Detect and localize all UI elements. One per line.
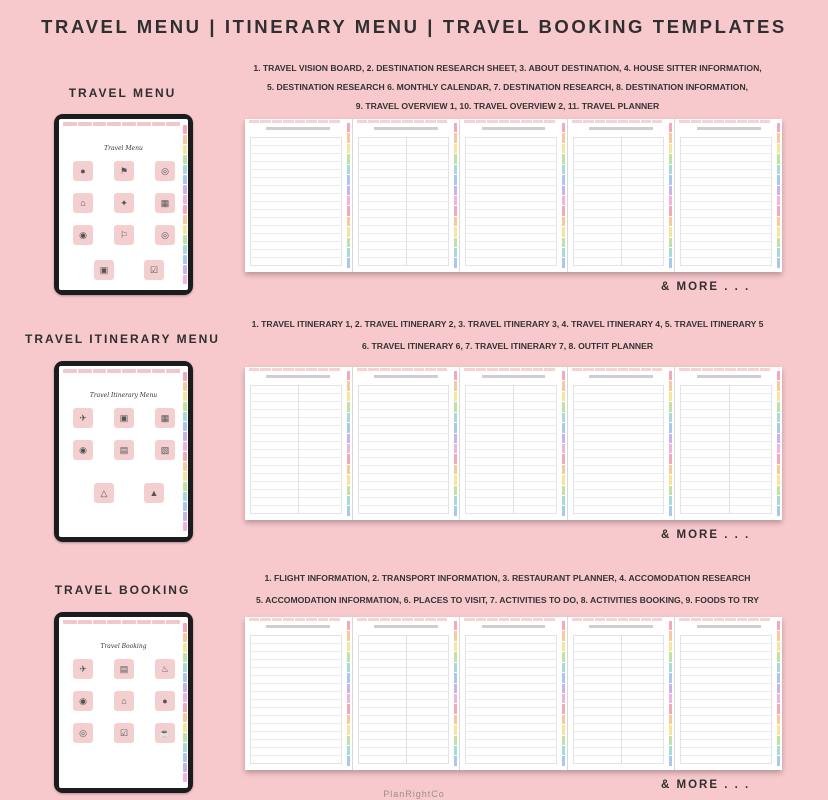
location-icon[interactable]: ◉ xyxy=(73,225,93,245)
template-page-thumbnail xyxy=(675,367,782,520)
location-icon[interactable]: ◉ xyxy=(73,440,93,460)
side-tab[interactable] xyxy=(183,673,187,682)
template-page-thumbnail xyxy=(353,119,461,272)
template-page-thumbnail xyxy=(353,367,461,520)
side-tab[interactable] xyxy=(183,522,187,531)
more-label: & MORE . . . xyxy=(661,529,751,541)
screen-title: Travel Itinerary Menu xyxy=(89,392,158,399)
desc-line: 6. TRAVEL ITINERARY 6, 7. TRAVEL ITINERARY 7, 8. OUTFIT PLANNER xyxy=(361,341,654,351)
plane-icon[interactable]: ✈ xyxy=(73,659,93,679)
side-tab[interactable] xyxy=(183,235,187,244)
desc-line: 1. FLIGHT INFORMATION, 2. TRANSPORT INFORMATION, 3. RESTAURANT PLANNER, 4. ACCOMODATION RESEARCH xyxy=(264,573,751,583)
side-tab[interactable] xyxy=(183,205,187,214)
icon-grid xyxy=(73,659,177,743)
template-page-thumbnail xyxy=(245,119,353,272)
side-tab[interactable] xyxy=(183,753,187,762)
section-description xyxy=(245,59,770,116)
screen-title: Travel Menu xyxy=(104,145,143,152)
side-tab[interactable] xyxy=(183,155,187,164)
template-page-thumbnail xyxy=(460,617,568,770)
car-icon[interactable]: ▤ xyxy=(114,440,134,460)
ticket-icon[interactable]: ◎ xyxy=(73,723,93,743)
icon-grid xyxy=(73,408,177,460)
side-tab[interactable] xyxy=(183,492,187,501)
desc-line: 1. TRAVEL ITINERARY 1, 2. TRAVEL ITINERARY 2, 3. TRAVEL ITINERARY 3, 4. TRAVEL ITINERARY 4, 5. TRAVEL ITINERARY 5 xyxy=(251,319,764,329)
tablet-screen xyxy=(59,617,188,788)
tablet-mockup xyxy=(54,612,193,793)
side-tab[interactable] xyxy=(183,265,187,274)
side-tab[interactable] xyxy=(183,432,187,441)
side-tab[interactable] xyxy=(183,693,187,702)
flag-icon[interactable]: ⚐ xyxy=(114,225,134,245)
template-preview-strip xyxy=(245,367,782,520)
side-tab[interactable] xyxy=(183,653,187,662)
flag-icon[interactable]: ⚑ xyxy=(114,161,134,181)
side-tab[interactable] xyxy=(183,185,187,194)
side-tab[interactable] xyxy=(183,442,187,451)
side-tab[interactable] xyxy=(183,703,187,712)
side-tab[interactable] xyxy=(183,195,187,204)
side-tab[interactable] xyxy=(183,773,187,782)
desc-line: 9. TRAVEL OVERVIEW 1, 10. TRAVEL OVERVIEW 2, 11. TRAVEL PLANNER xyxy=(355,101,660,111)
booking-icon[interactable]: ☑ xyxy=(114,723,134,743)
hanger-icon[interactable]: △ xyxy=(94,483,114,503)
side-tab[interactable] xyxy=(183,713,187,722)
top-tabs xyxy=(63,369,180,373)
template-page-thumbnail xyxy=(245,367,353,520)
section-label: TRAVEL ITINERARY MENU xyxy=(25,332,220,346)
side-tab[interactable] xyxy=(183,382,187,391)
screen-title: Travel Booking xyxy=(100,643,147,650)
side-tab[interactable] xyxy=(183,255,187,264)
house-icon[interactable]: ⌂ xyxy=(73,193,93,213)
side-tab[interactable] xyxy=(183,372,187,381)
side-tab[interactable] xyxy=(183,502,187,511)
clothes-icon[interactable]: ▲ xyxy=(144,483,164,503)
side-tab[interactable] xyxy=(183,623,187,632)
pin-icon[interactable]: ● xyxy=(73,161,93,181)
side-tab[interactable] xyxy=(183,245,187,254)
food-icon[interactable]: ☕ xyxy=(155,723,175,743)
desc-line: 5. DESTINATION RESEARCH 6. MONTHLY CALENDAR, 7. DESTINATION RESEARCH, 8. DESTINATION INFORMATION, xyxy=(266,82,749,92)
more-label: & MORE . . . xyxy=(661,779,751,791)
tablet-screen xyxy=(59,366,188,537)
world-icon[interactable]: ◎ xyxy=(155,225,175,245)
side-tab[interactable] xyxy=(183,452,187,461)
side-tab[interactable] xyxy=(183,275,187,284)
side-tab[interactable] xyxy=(183,422,187,431)
top-tabs xyxy=(63,122,180,126)
section-label: TRAVEL MENU xyxy=(68,86,177,100)
tablet-mockup xyxy=(54,114,193,295)
side-tab[interactable] xyxy=(183,763,187,772)
side-tab[interactable] xyxy=(183,462,187,471)
desc-line: 1. TRAVEL VISION BOARD, 2. DESTINATION RESEARCH SHEET, 3. ABOUT DESTINATION, 4. HOUSE SITTER INFORMATION, xyxy=(253,63,762,73)
template-page-thumbnail xyxy=(245,617,353,770)
section-label: TRAVEL BOOKING xyxy=(54,583,191,597)
icon-row xyxy=(94,260,164,280)
template-page-thumbnail xyxy=(460,367,568,520)
side-tab[interactable] xyxy=(183,412,187,421)
side-tab[interactable] xyxy=(183,723,187,732)
book-icon[interactable]: ▧ xyxy=(155,440,175,460)
brand-watermark: PlanRightCo xyxy=(383,789,445,799)
template-page-thumbnail xyxy=(675,119,782,272)
side-tab[interactable] xyxy=(183,225,187,234)
section-description xyxy=(245,569,770,610)
more-label: & MORE . . . xyxy=(661,281,751,293)
side-tab[interactable] xyxy=(183,402,187,411)
page-title: TRAVEL MENU | ITINERARY MENU | TRAVEL BOOKING TEMPLATES xyxy=(41,16,787,37)
template-page-thumbnail xyxy=(568,367,676,520)
tablet-mockup xyxy=(54,361,193,542)
compass-icon[interactable]: ✦ xyxy=(114,193,134,213)
template-preview-strip xyxy=(245,119,782,272)
template-page-thumbnail xyxy=(568,617,676,770)
pin-icon[interactable]: ● xyxy=(155,691,175,711)
side-tab[interactable] xyxy=(183,512,187,521)
suitcase-icon[interactable]: ▣ xyxy=(114,408,134,428)
side-tab[interactable] xyxy=(183,743,187,752)
hotel-icon[interactable]: ⌂ xyxy=(114,691,134,711)
globe-icon[interactable]: ◎ xyxy=(155,161,175,181)
desc-line: 5. ACCOMODATION INFORMATION, 6. PLACES TO VISIT, 7. ACTIVITIES TO DO, 8. ACTIVITIES BOOKING, 9. FOODS TO TRY xyxy=(255,595,760,605)
template-page-thumbnail xyxy=(568,119,676,272)
side-tab[interactable] xyxy=(183,125,187,134)
checklist-icon[interactable]: ☑ xyxy=(144,260,164,280)
top-tabs xyxy=(63,620,180,624)
restaurant-icon[interactable]: ♨ xyxy=(155,659,175,679)
icon-grid xyxy=(73,161,177,245)
side-tab[interactable] xyxy=(183,633,187,642)
template-page-thumbnail xyxy=(675,617,782,770)
template-page-thumbnail xyxy=(460,119,568,272)
plane-icon[interactable]: ✈ xyxy=(73,408,93,428)
map-icon[interactable]: ▦ xyxy=(155,408,175,428)
car-icon[interactable]: ▣ xyxy=(94,260,114,280)
side-tab[interactable] xyxy=(183,733,187,742)
side-tab[interactable] xyxy=(183,663,187,672)
side-tab[interactable] xyxy=(183,165,187,174)
side-tab[interactable] xyxy=(183,683,187,692)
bus-icon[interactable]: ▤ xyxy=(114,659,134,679)
icon-row xyxy=(94,483,164,503)
template-page-thumbnail xyxy=(353,617,461,770)
side-tab[interactable] xyxy=(183,482,187,491)
side-tab[interactable] xyxy=(183,175,187,184)
location-icon[interactable]: ◉ xyxy=(73,691,93,711)
side-tab[interactable] xyxy=(183,472,187,481)
side-tab[interactable] xyxy=(183,215,187,224)
calendar-icon[interactable]: ▦ xyxy=(155,193,175,213)
side-tab[interactable] xyxy=(183,135,187,144)
section-description xyxy=(245,315,770,356)
tablet-screen xyxy=(59,119,188,290)
template-preview-strip xyxy=(245,617,782,770)
